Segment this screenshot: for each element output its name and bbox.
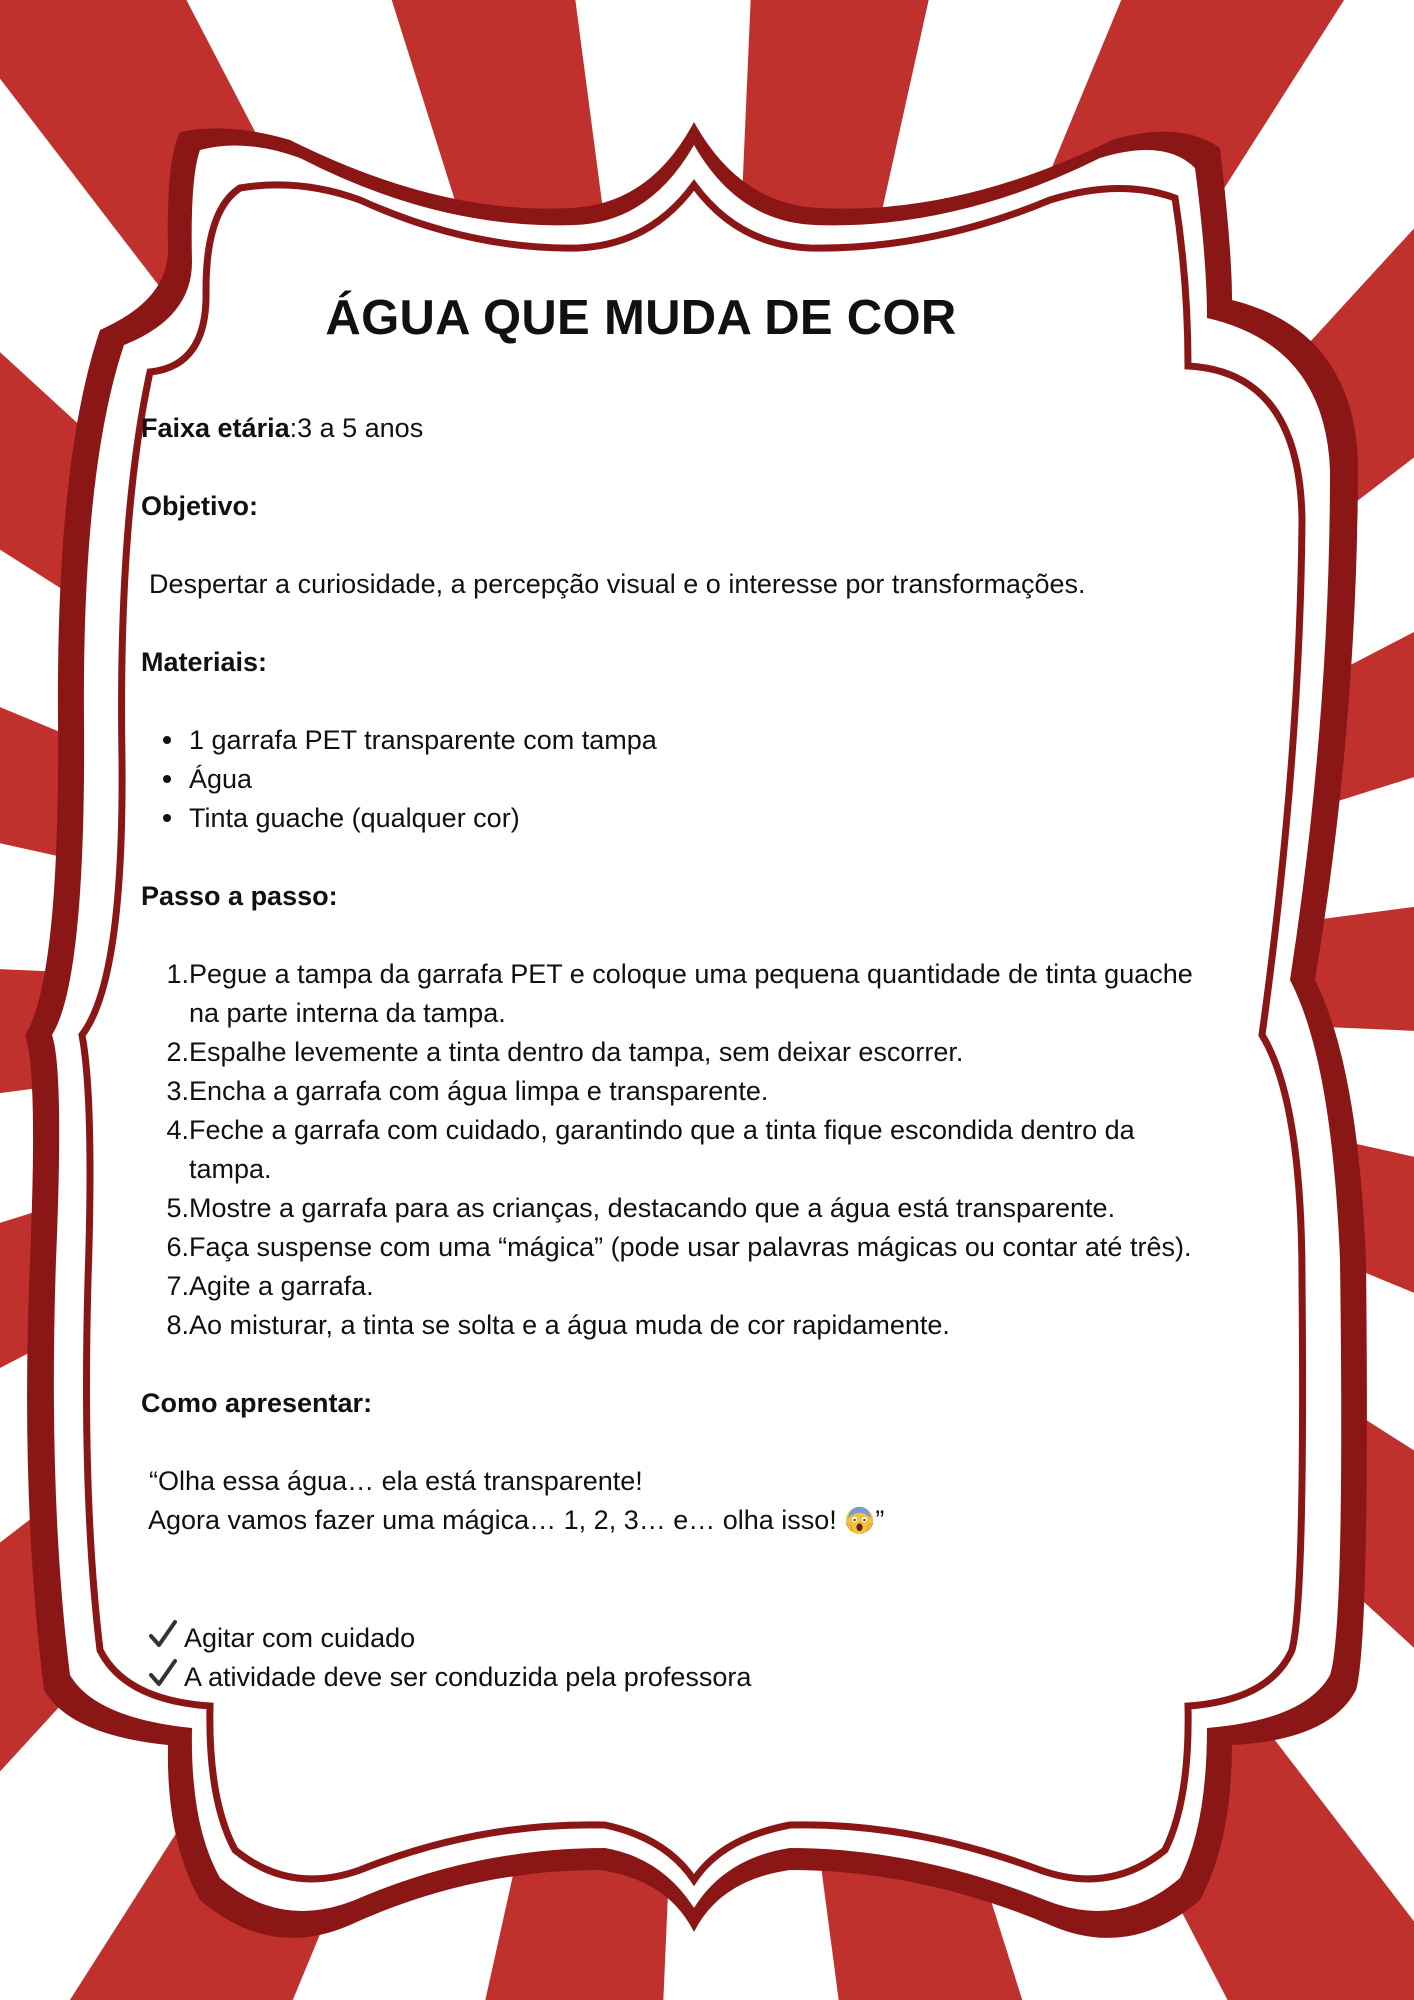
step-item [141, 1111, 1266, 1189]
step-text: Feche a garrafa com cuidado, garantindo que a tinta fique escondida dentro da [189, 1115, 1135, 1145]
objective-heading: Objetivo: [141, 491, 259, 521]
page-title: ÁGUA QUE MUDA DE COR [325, 291, 957, 345]
step-item [141, 1072, 1266, 1111]
step-number: 7. [166, 1271, 189, 1301]
age-range-value: :3 a 5 anos [289, 413, 424, 443]
materials-item [141, 721, 1041, 760]
age-range-line [141, 409, 423, 448]
step-text: Espalhe levemente a tinta dentro da tampa, sem deixar escorrer. [189, 1037, 964, 1067]
age-range-label: Faixa etária [141, 413, 290, 443]
materials-item-text: 1 garrafa PET transparente com tampa [189, 725, 657, 755]
steps-heading: Passo a passo: [141, 881, 338, 911]
presentation-quote-line-1: “Olha essa água… ela está transparente! [149, 1466, 643, 1496]
step-text: Pegue a tampa da garrafa PET e coloque uma pequena quantidade de tinta guache [189, 959, 1193, 989]
step-number: 3. [166, 1076, 189, 1106]
step-text-continued: na parte interna da tampa. [189, 998, 506, 1028]
step-item [141, 1267, 1266, 1306]
presentation-quote-line-2 [148, 1501, 884, 1540]
note-item [141, 1658, 1141, 1697]
step-item [141, 1306, 1266, 1345]
checkmark-icon [149, 1658, 177, 1688]
note-text: Agitar com cuidado [184, 1623, 416, 1653]
materials-item-text: Água [189, 764, 253, 794]
step-number: 8. [166, 1310, 189, 1340]
step-text: Mostre a garrafa para as crianças, destacando que a água está transparente. [189, 1193, 1116, 1223]
step-number: 5. [166, 1193, 189, 1223]
step-text: Encha a garrafa com água limpa e transparente. [189, 1076, 769, 1106]
materials-item-text: Tinta guache (qualquer cor) [189, 803, 520, 833]
objective-text: Despertar a curiosidade, a percepção visual e o interesse por transformações. [149, 569, 1086, 599]
presentation-quote-text: Agora vamos fazer uma mágica… 1, 2, 3… e… olha isso! [148, 1505, 837, 1535]
presentation-heading: Como apresentar: [141, 1388, 373, 1418]
step-number: 1. [166, 959, 189, 989]
presentation-quote-close: ” [875, 1505, 885, 1535]
step-text: Agite a garrafa. [189, 1271, 374, 1301]
step-number: 2. [166, 1037, 189, 1067]
step-text: Faça suspense com uma “mágica” (pode usar palavras mágicas ou contar até três). [189, 1232, 1192, 1262]
screaming-face-icon [844, 1504, 875, 1535]
step-item [141, 1189, 1266, 1228]
note-item [141, 1619, 1141, 1658]
step-item [141, 1033, 1266, 1072]
bullet-icon [163, 736, 171, 744]
bullet-icon [163, 775, 171, 783]
step-item [141, 955, 1266, 1033]
step-number: 4. [166, 1115, 189, 1145]
step-text-continued: tampa. [189, 1154, 272, 1184]
materials-heading: Materiais: [141, 647, 268, 677]
materials-item [141, 799, 1041, 838]
checkmark-icon [149, 1619, 177, 1649]
step-text: Ao misturar, a tinta se solta e a água muda de cor rapidamente. [189, 1310, 950, 1340]
bullet-icon [163, 814, 171, 822]
step-item [141, 1228, 1266, 1267]
note-text: A atividade deve ser conduzida pela professora [184, 1662, 752, 1692]
step-number: 6. [166, 1232, 189, 1262]
materials-item [141, 760, 1041, 799]
